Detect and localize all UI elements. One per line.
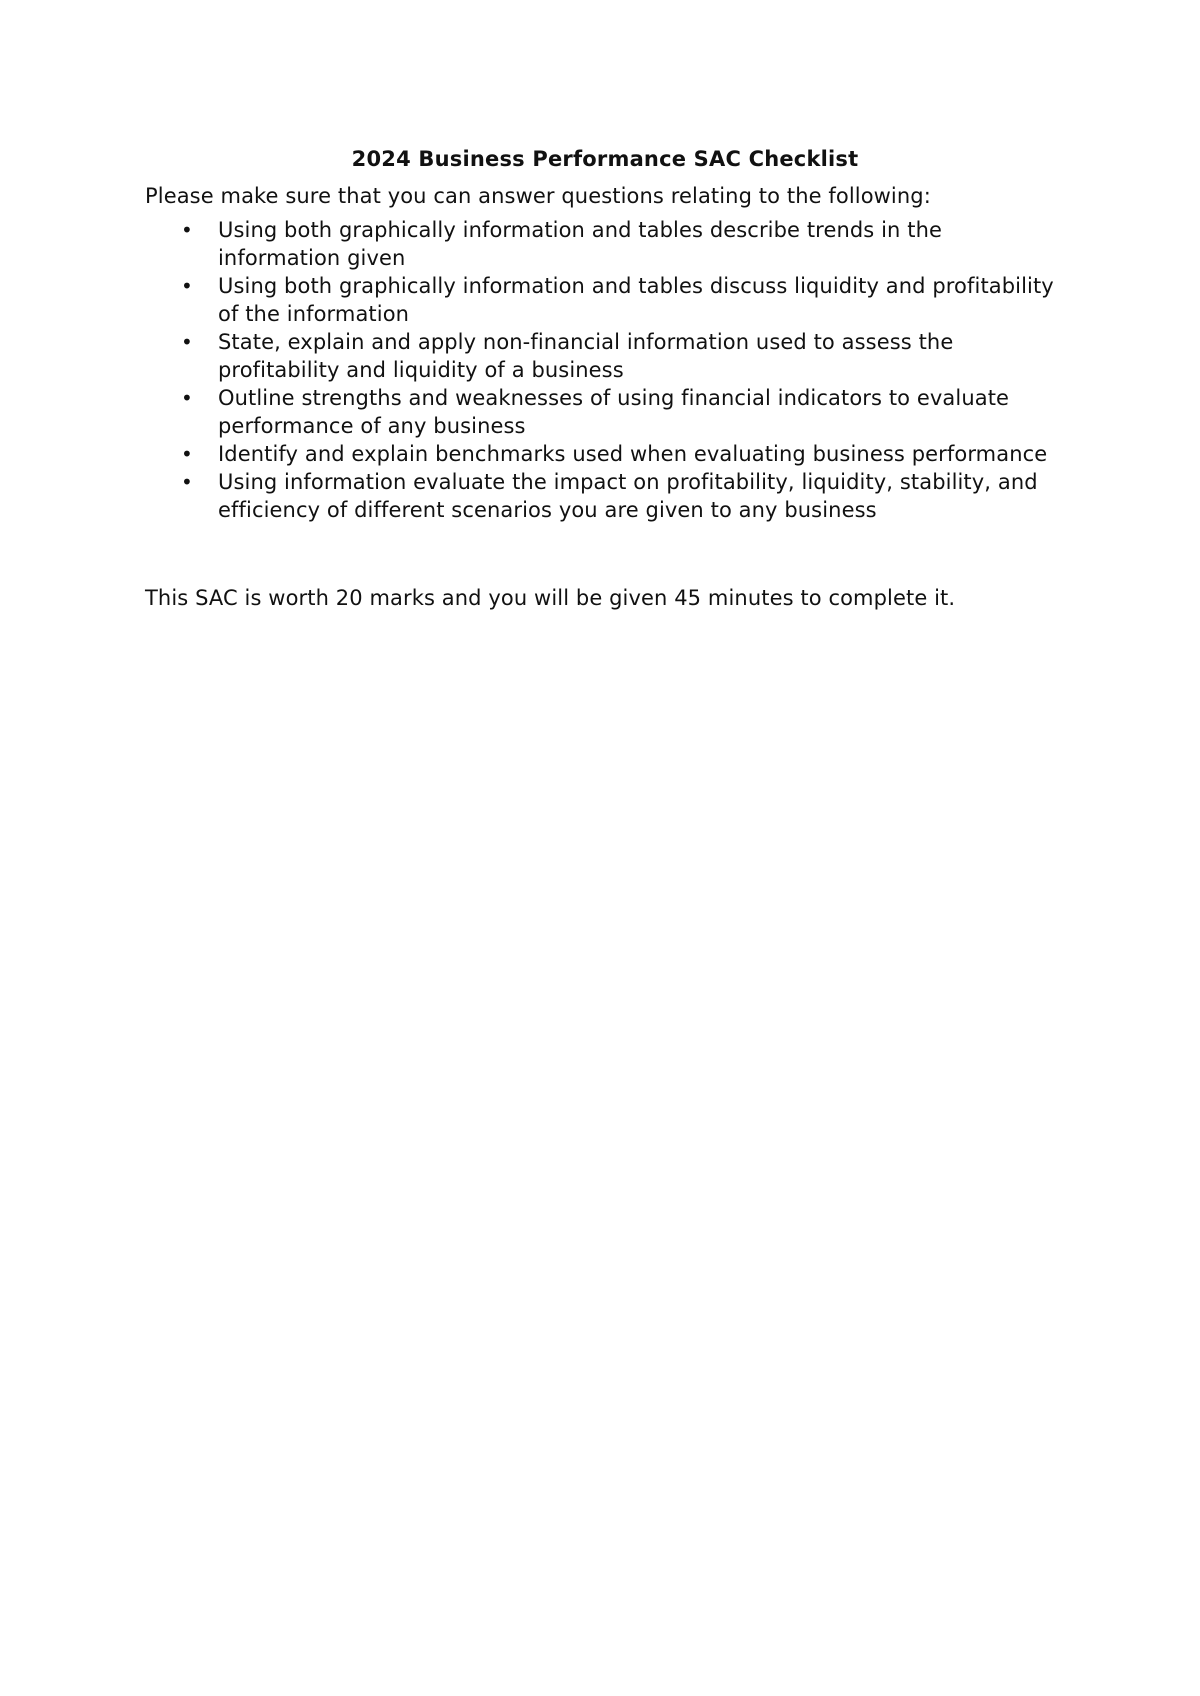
bullet-icon: • [181,470,193,494]
checklist-item [145,328,1065,384]
checklist-item-text: Using both graphically information and tables describe trends in the information given [218,218,943,270]
checklist [145,216,1065,524]
checklist-item [145,216,1065,272]
checklist-item-text: Using information evaluate the impact on profitability, liquidity, stability, and efficiency of different scenarios you are given to any business [218,470,1038,522]
checklist-item [145,272,1065,328]
checklist-item [145,468,1065,524]
bullet-icon: • [181,330,193,354]
bullet-icon: • [181,274,193,298]
document-body [145,140,1065,612]
checklist-item-text: Outline strengths and weaknesses of using financial indicators to evaluate performance of any business [218,386,1010,438]
document-title: 2024 Business Performance SAC Checklist [351,147,859,171]
bullet-icon: • [181,218,193,242]
checklist-item [145,384,1065,440]
bullet-icon: • [181,386,193,410]
checklist-item [145,440,1065,468]
intro-paragraph: Please make sure that you can answer questions relating to the following: [145,184,931,208]
checklist-item-text: Identify and explain benchmarks used when evaluating business performance [218,442,1048,466]
bullet-icon: • [181,442,193,466]
checklist-item-text: Using both graphically information and tables discuss liquidity and profitability of the information [218,274,1054,326]
closing-paragraph: This SAC is worth 20 marks and you will be given 45 minutes to complete it. [145,586,956,610]
checklist-item-text: State, explain and apply non-financial information used to assess the profitability and liquidity of a business [218,330,954,382]
